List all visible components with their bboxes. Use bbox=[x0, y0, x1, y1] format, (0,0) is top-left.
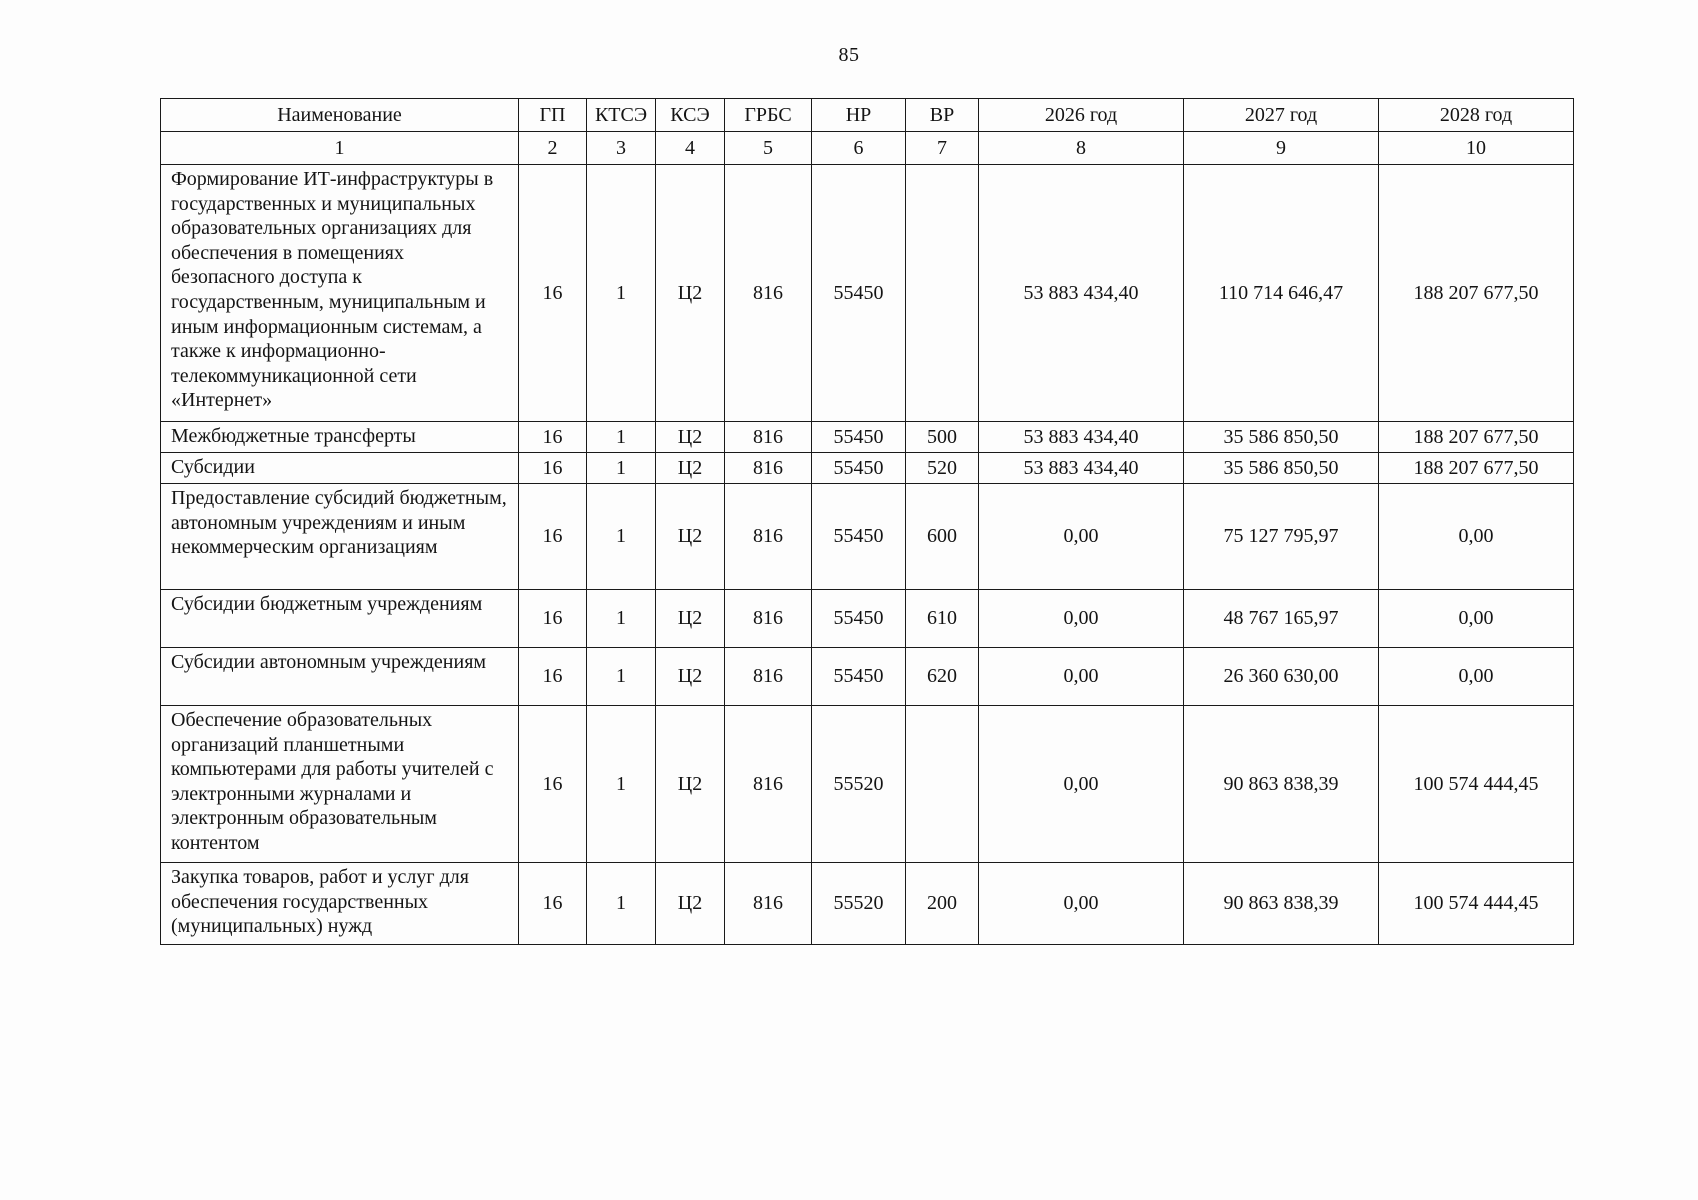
col-number: 8 bbox=[979, 132, 1184, 165]
cell-2026: 0,00 bbox=[979, 863, 1184, 945]
cell-2026: 53 883 434,40 bbox=[979, 165, 1184, 422]
cell-ktse: 1 bbox=[587, 422, 656, 453]
cell-vr bbox=[906, 706, 979, 863]
col-header-2028: 2028 год bbox=[1379, 99, 1574, 132]
row-name: Субсидии bbox=[161, 453, 519, 484]
row-name: Субсидии бюджетным учреждениям bbox=[161, 590, 519, 648]
col-number: 1 bbox=[161, 132, 519, 165]
cell-gp: 16 bbox=[519, 648, 587, 706]
row-name: Межбюджетные трансферты bbox=[161, 422, 519, 453]
cell-2026: 53 883 434,40 bbox=[979, 453, 1184, 484]
cell-nr: 55450 bbox=[812, 648, 906, 706]
col-number: 10 bbox=[1379, 132, 1574, 165]
cell-grbs: 816 bbox=[725, 165, 812, 422]
table-row bbox=[161, 590, 1574, 648]
cell-2028: 100 574 444,45 bbox=[1379, 863, 1574, 945]
cell-grbs: 816 bbox=[725, 422, 812, 453]
cell-vr: 200 bbox=[906, 863, 979, 945]
cell-nr: 55450 bbox=[812, 422, 906, 453]
cell-kse: Ц2 bbox=[656, 648, 725, 706]
cell-kse: Ц2 bbox=[656, 590, 725, 648]
col-number: 2 bbox=[519, 132, 587, 165]
col-number: 7 bbox=[906, 132, 979, 165]
col-header-name: Наименование bbox=[161, 99, 519, 132]
cell-gp: 16 bbox=[519, 422, 587, 453]
col-header-ktse: КТСЭ bbox=[587, 99, 656, 132]
cell-nr: 55450 bbox=[812, 453, 906, 484]
cell-gp: 16 bbox=[519, 863, 587, 945]
cell-nr: 55520 bbox=[812, 706, 906, 863]
col-header-kse: КСЭ bbox=[656, 99, 725, 132]
col-header-2026: 2026 год bbox=[979, 99, 1184, 132]
cell-ktse: 1 bbox=[587, 648, 656, 706]
row-name: Предоставление субсидий бюджетным, автономным учреждениям и иным некоммерческим организациям bbox=[161, 484, 519, 590]
cell-kse: Ц2 bbox=[656, 484, 725, 590]
col-header-2027: 2027 год bbox=[1184, 99, 1379, 132]
cell-2028: 0,00 bbox=[1379, 590, 1574, 648]
cell-vr: 500 bbox=[906, 422, 979, 453]
cell-nr: 55450 bbox=[812, 165, 906, 422]
cell-ktse: 1 bbox=[587, 863, 656, 945]
cell-2026: 0,00 bbox=[979, 706, 1184, 863]
cell-kse: Ц2 bbox=[656, 863, 725, 945]
cell-vr: 620 bbox=[906, 648, 979, 706]
cell-nr: 55520 bbox=[812, 863, 906, 945]
col-number: 5 bbox=[725, 132, 812, 165]
cell-grbs: 816 bbox=[725, 590, 812, 648]
cell-kse: Ц2 bbox=[656, 165, 725, 422]
cell-2028: 100 574 444,45 bbox=[1379, 706, 1574, 863]
cell-2026: 53 883 434,40 bbox=[979, 422, 1184, 453]
cell-gp: 16 bbox=[519, 165, 587, 422]
col-header-grbs: ГРБС bbox=[725, 99, 812, 132]
cell-2027: 48 767 165,97 bbox=[1184, 590, 1379, 648]
table-row bbox=[161, 648, 1574, 706]
cell-2027: 110 714 646,47 bbox=[1184, 165, 1379, 422]
cell-gp: 16 bbox=[519, 484, 587, 590]
table-row bbox=[161, 165, 1574, 422]
col-header-nr: НР bbox=[812, 99, 906, 132]
cell-kse: Ц2 bbox=[656, 422, 725, 453]
cell-2027: 35 586 850,50 bbox=[1184, 453, 1379, 484]
cell-2028: 188 207 677,50 bbox=[1379, 453, 1574, 484]
cell-grbs: 816 bbox=[725, 863, 812, 945]
cell-ktse: 1 bbox=[587, 165, 656, 422]
row-name: Закупка товаров, работ и услуг для обеспечения государственных (муниципальных) нужд bbox=[161, 863, 519, 945]
col-header-vr: ВР bbox=[906, 99, 979, 132]
budget-table bbox=[160, 98, 1574, 945]
cell-nr: 55450 bbox=[812, 484, 906, 590]
table-row bbox=[161, 453, 1574, 484]
col-header-gp: ГП bbox=[519, 99, 587, 132]
table-row bbox=[161, 706, 1574, 863]
header-row bbox=[161, 99, 1574, 132]
col-number: 4 bbox=[656, 132, 725, 165]
cell-2027: 90 863 838,39 bbox=[1184, 863, 1379, 945]
cell-gp: 16 bbox=[519, 706, 587, 863]
cell-2028: 188 207 677,50 bbox=[1379, 165, 1574, 422]
col-number: 3 bbox=[587, 132, 656, 165]
row-name: Формирование ИТ-инфраструктуры в государственных и муниципальных образовательных организациях для обеспечения в помещениях безопасного доступа к государственным, муниципальным и иным информационным системам, а также к информационно-телекоммуникационной сети «Интернет» bbox=[161, 165, 519, 422]
cell-2027: 75 127 795,97 bbox=[1184, 484, 1379, 590]
cell-vr: 600 bbox=[906, 484, 979, 590]
column-number-row bbox=[161, 132, 1574, 165]
cell-2026: 0,00 bbox=[979, 648, 1184, 706]
cell-2028: 0,00 bbox=[1379, 648, 1574, 706]
cell-vr: 610 bbox=[906, 590, 979, 648]
cell-ktse: 1 bbox=[587, 484, 656, 590]
cell-gp: 16 bbox=[519, 453, 587, 484]
col-number: 9 bbox=[1184, 132, 1379, 165]
cell-2028: 0,00 bbox=[1379, 484, 1574, 590]
table-row bbox=[161, 484, 1574, 590]
cell-vr: 520 bbox=[906, 453, 979, 484]
cell-grbs: 816 bbox=[725, 484, 812, 590]
cell-ktse: 1 bbox=[587, 706, 656, 863]
cell-2026: 0,00 bbox=[979, 484, 1184, 590]
cell-2028: 188 207 677,50 bbox=[1379, 422, 1574, 453]
cell-grbs: 816 bbox=[725, 706, 812, 863]
cell-grbs: 816 bbox=[725, 453, 812, 484]
cell-2027: 26 360 630,00 bbox=[1184, 648, 1379, 706]
cell-2027: 90 863 838,39 bbox=[1184, 706, 1379, 863]
cell-nr: 55450 bbox=[812, 590, 906, 648]
cell-ktse: 1 bbox=[587, 590, 656, 648]
cell-grbs: 816 bbox=[725, 648, 812, 706]
cell-ktse: 1 bbox=[587, 453, 656, 484]
col-number: 6 bbox=[812, 132, 906, 165]
cell-2026: 0,00 bbox=[979, 590, 1184, 648]
page-number: 85 bbox=[838, 44, 860, 66]
table-row bbox=[161, 863, 1574, 945]
cell-vr bbox=[906, 165, 979, 422]
table-row bbox=[161, 422, 1574, 453]
cell-gp: 16 bbox=[519, 590, 587, 648]
cell-2027: 35 586 850,50 bbox=[1184, 422, 1379, 453]
cell-kse: Ц2 bbox=[656, 706, 725, 863]
row-name: Обеспечение образовательных организаций планшетными компьютерами для работы учителей с электронными журналами и электронным образовательным контентом bbox=[161, 706, 519, 863]
row-name: Субсидии автономным учреждениям bbox=[161, 648, 519, 706]
cell-kse: Ц2 bbox=[656, 453, 725, 484]
